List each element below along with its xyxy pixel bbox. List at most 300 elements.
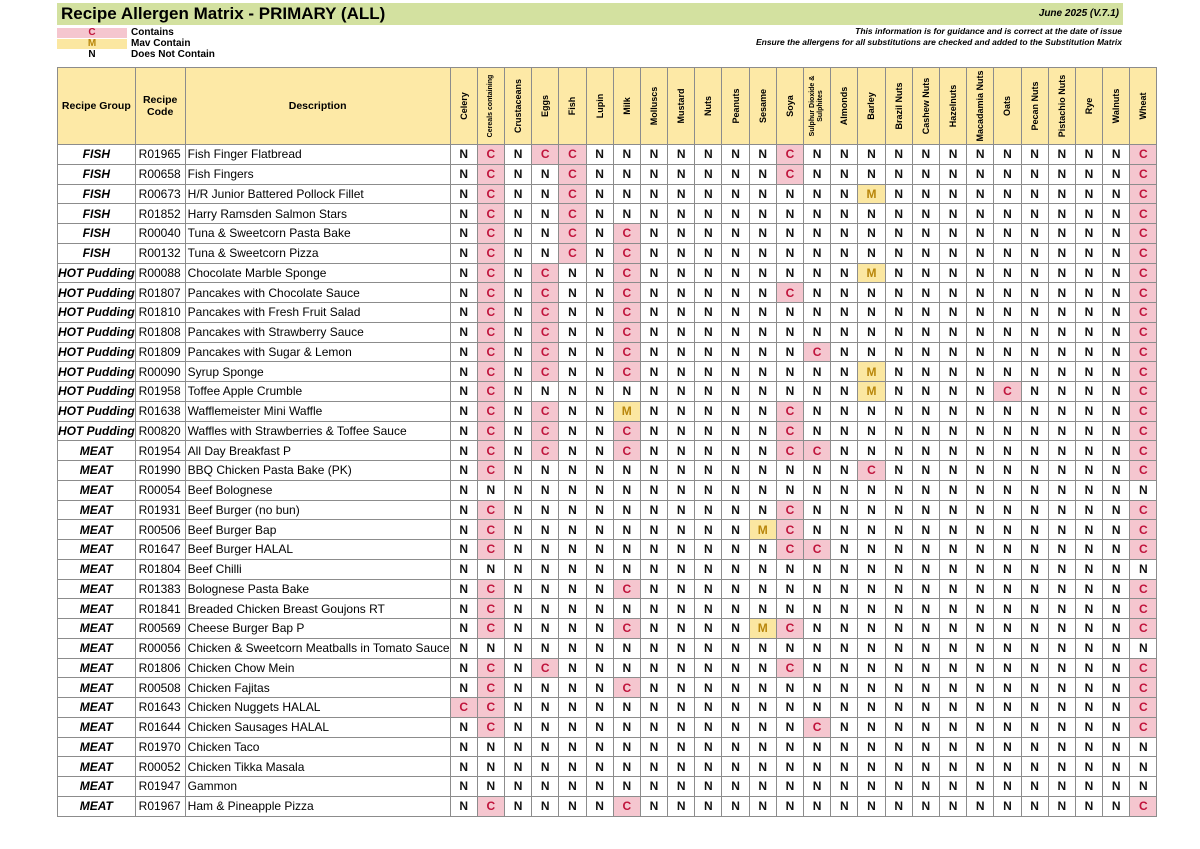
- allergen-value: N: [1075, 717, 1102, 737]
- allergen-value: N: [804, 164, 831, 184]
- allergen-value: N: [640, 658, 667, 678]
- allergen-value: N: [1048, 342, 1075, 362]
- allergen-label: Hazelnuts: [948, 84, 959, 128]
- allergen-value: C: [532, 441, 559, 461]
- allergen-value: N: [1021, 520, 1048, 540]
- allergen-value: N: [640, 619, 667, 639]
- allergen-value: N: [586, 145, 613, 165]
- allergen-value: N: [831, 184, 858, 204]
- allergen-value: N: [1103, 658, 1130, 678]
- allergen-value: N: [912, 184, 939, 204]
- allergen-value: N: [967, 579, 994, 599]
- allergen-value: N: [1103, 540, 1130, 560]
- recipe-description: Syrup Sponge: [185, 362, 450, 382]
- allergen-value: C: [477, 283, 504, 303]
- allergen-value: M: [749, 619, 776, 639]
- allergen-value: N: [1048, 678, 1075, 698]
- allergen-value: N: [1021, 362, 1048, 382]
- allergen-value: C: [450, 698, 477, 718]
- allergen-value: N: [994, 204, 1021, 224]
- allergen-value: N: [559, 263, 586, 283]
- allergen-value: N: [1075, 204, 1102, 224]
- legend-label: Mav Contain: [131, 37, 191, 49]
- allergen-value: N: [912, 145, 939, 165]
- recipe-code: R01967: [135, 796, 185, 816]
- allergen-value: N: [804, 145, 831, 165]
- allergen-value: C: [477, 678, 504, 698]
- allergen-value: N: [912, 303, 939, 323]
- allergen-value: N: [1048, 322, 1075, 342]
- allergen-value: N: [749, 164, 776, 184]
- allergen-value: N: [668, 263, 695, 283]
- allergen-value: N: [450, 540, 477, 560]
- allergen-value: C: [477, 461, 504, 481]
- allergen-value: N: [1103, 599, 1130, 619]
- recipe-group: HOT Pudding: [58, 382, 136, 402]
- allergen-value: N: [885, 303, 912, 323]
- allergen-value: N: [776, 678, 803, 698]
- recipe-code: R01970: [135, 737, 185, 757]
- allergen-value: N: [831, 678, 858, 698]
- allergen-value: N: [532, 540, 559, 560]
- allergen-value: N: [722, 322, 749, 342]
- allergen-label: Macadamia Nuts: [975, 70, 986, 142]
- allergen-value: N: [668, 322, 695, 342]
- allergen-value: C: [1130, 421, 1157, 441]
- table-row: [58, 559, 1157, 579]
- allergen-value: N: [858, 224, 885, 244]
- table-row: [58, 263, 1157, 283]
- allergen-value: N: [1103, 322, 1130, 342]
- allergen-value: N: [831, 599, 858, 619]
- allergen-value: N: [586, 401, 613, 421]
- allergen-value: N: [1048, 658, 1075, 678]
- allergen-value: N: [586, 362, 613, 382]
- allergen-value: N: [939, 362, 966, 382]
- allergen-value: N: [804, 796, 831, 816]
- allergen-value: C: [532, 322, 559, 342]
- allergen-value: N: [450, 737, 477, 757]
- allergen-value: N: [1048, 638, 1075, 658]
- allergen-value: C: [613, 303, 640, 323]
- col-header-allergen: [1048, 68, 1075, 145]
- allergen-value: C: [804, 441, 831, 461]
- allergen-value: N: [776, 303, 803, 323]
- allergen-value: N: [939, 480, 966, 500]
- allergen-value: N: [1103, 342, 1130, 362]
- recipe-description: Chicken & Sweetcorn Meatballs in Tomato Sauce: [185, 638, 450, 658]
- allergen-value: N: [831, 619, 858, 639]
- allergen-value: N: [831, 362, 858, 382]
- allergen-value: N: [1021, 599, 1048, 619]
- allergen-value: N: [885, 283, 912, 303]
- allergen-value: N: [749, 224, 776, 244]
- recipe-description: H/R Junior Battered Pollock Fillet: [185, 184, 450, 204]
- allergen-value: C: [532, 421, 559, 441]
- allergen-value: N: [640, 322, 667, 342]
- allergen-value: N: [804, 204, 831, 224]
- recipe-group: HOT Pudding: [58, 283, 136, 303]
- allergen-value: N: [967, 698, 994, 718]
- allergen-value: N: [586, 243, 613, 263]
- recipe-code: R01947: [135, 777, 185, 797]
- allergen-value: N: [504, 421, 531, 441]
- allergen-value: N: [804, 243, 831, 263]
- recipe-code: R01383: [135, 579, 185, 599]
- allergen-value: N: [831, 638, 858, 658]
- allergen-value: N: [1103, 480, 1130, 500]
- recipe-group: MEAT: [58, 737, 136, 757]
- allergen-value: N: [1103, 224, 1130, 244]
- recipe-description: Gammon: [185, 777, 450, 797]
- allergen-value: N: [831, 224, 858, 244]
- allergen-value: N: [722, 540, 749, 560]
- allergen-value: N: [1021, 480, 1048, 500]
- allergen-value: N: [885, 777, 912, 797]
- allergen-value: N: [450, 599, 477, 619]
- allergen-value: C: [532, 362, 559, 382]
- allergen-value: N: [994, 283, 1021, 303]
- allergen-value: N: [586, 796, 613, 816]
- allergen-value: N: [695, 184, 722, 204]
- allergen-value: N: [695, 283, 722, 303]
- allergen-value: N: [640, 757, 667, 777]
- allergen-value: N: [668, 145, 695, 165]
- allergen-value: C: [1130, 678, 1157, 698]
- allergen-value: N: [994, 224, 1021, 244]
- allergen-value: C: [477, 243, 504, 263]
- recipe-code: R00569: [135, 619, 185, 639]
- recipe-description: All Day Breakfast P: [185, 441, 450, 461]
- allergen-value: C: [477, 540, 504, 560]
- recipe-code: R00088: [135, 263, 185, 283]
- allergen-value: N: [804, 698, 831, 718]
- allergen-value: N: [858, 579, 885, 599]
- allergen-value: N: [885, 757, 912, 777]
- allergen-value: N: [1075, 382, 1102, 402]
- table-row: [58, 619, 1157, 639]
- recipe-description: Wafflemeister Mini Waffle: [185, 401, 450, 421]
- allergen-value: N: [749, 263, 776, 283]
- allergen-value: N: [559, 283, 586, 303]
- allergen-value: N: [722, 619, 749, 639]
- recipe-group: FISH: [58, 164, 136, 184]
- allergen-value: N: [640, 243, 667, 263]
- allergen-value: N: [695, 658, 722, 678]
- allergen-value: N: [939, 559, 966, 579]
- allergen-value: N: [1130, 638, 1157, 658]
- allergen-value: N: [1048, 164, 1075, 184]
- allergen-value: C: [477, 382, 504, 402]
- allergen-value: N: [831, 777, 858, 797]
- recipe-code: R00056: [135, 638, 185, 658]
- allergen-value: N: [722, 520, 749, 540]
- allergen-value: N: [912, 224, 939, 244]
- allergen-value: N: [668, 520, 695, 540]
- allergen-value: N: [1048, 243, 1075, 263]
- allergen-value: C: [613, 263, 640, 283]
- allergen-value: N: [722, 737, 749, 757]
- allergen-value: N: [668, 461, 695, 481]
- allergen-value: N: [939, 757, 966, 777]
- allergen-value: C: [477, 224, 504, 244]
- allergen-value: N: [939, 382, 966, 402]
- allergen-value: N: [640, 224, 667, 244]
- allergen-value: N: [722, 145, 749, 165]
- allergen-value: N: [831, 283, 858, 303]
- allergen-value: N: [586, 263, 613, 283]
- allergen-value: N: [885, 559, 912, 579]
- allergen-value: N: [885, 164, 912, 184]
- allergen-value: N: [885, 579, 912, 599]
- allergen-value: N: [640, 480, 667, 500]
- allergen-value: N: [695, 737, 722, 757]
- allergen-value: N: [722, 678, 749, 698]
- col-header-description: Description: [185, 68, 450, 145]
- allergen-value: N: [450, 579, 477, 599]
- recipe-code: R00506: [135, 520, 185, 540]
- table-row: [58, 579, 1157, 599]
- allergen-value: N: [885, 145, 912, 165]
- table-row: [58, 441, 1157, 461]
- recipe-group: MEAT: [58, 599, 136, 619]
- allergen-value: N: [939, 204, 966, 224]
- allergen-value: N: [1048, 737, 1075, 757]
- table-row: [58, 777, 1157, 797]
- allergen-value: N: [858, 599, 885, 619]
- allergen-value: N: [912, 638, 939, 658]
- allergen-value: N: [668, 362, 695, 382]
- allergen-value: N: [858, 717, 885, 737]
- allergen-value: N: [885, 421, 912, 441]
- allergen-value: N: [804, 362, 831, 382]
- col-header-allergen: [939, 68, 966, 145]
- allergen-value: N: [640, 283, 667, 303]
- allergen-value: N: [668, 164, 695, 184]
- allergen-value: N: [912, 421, 939, 441]
- allergen-value: N: [804, 480, 831, 500]
- allergen-value: N: [477, 737, 504, 757]
- recipe-code: R01804: [135, 559, 185, 579]
- allergen-value: N: [586, 520, 613, 540]
- allergen-value: N: [858, 737, 885, 757]
- allergen-value: N: [722, 303, 749, 323]
- allergen-value: N: [695, 777, 722, 797]
- allergen-value: N: [559, 362, 586, 382]
- allergen-value: N: [994, 303, 1021, 323]
- recipe-group: MEAT: [58, 559, 136, 579]
- allergen-value: N: [776, 698, 803, 718]
- allergen-value: N: [804, 559, 831, 579]
- recipe-description: Bolognese Pasta Bake: [185, 579, 450, 599]
- allergen-value: N: [1103, 638, 1130, 658]
- allergen-value: N: [1103, 283, 1130, 303]
- allergen-value: N: [695, 579, 722, 599]
- allergen-label: Brazil Nuts: [893, 82, 904, 130]
- allergen-value: N: [1048, 362, 1075, 382]
- allergen-value: N: [450, 322, 477, 342]
- allergen-value: N: [831, 421, 858, 441]
- allergen-value: C: [613, 619, 640, 639]
- allergen-label: Pecan Nuts: [1029, 81, 1040, 131]
- disclaimer-line: This information is for guidance and is correct at the date of issue: [855, 26, 1122, 36]
- recipe-group: FISH: [58, 224, 136, 244]
- allergen-value: N: [613, 184, 640, 204]
- allergen-value: N: [450, 421, 477, 441]
- allergen-value: C: [1130, 796, 1157, 816]
- allergen-value: N: [1103, 303, 1130, 323]
- allergen-value: N: [450, 678, 477, 698]
- col-header-allergen: [776, 68, 803, 145]
- allergen-value: C: [532, 401, 559, 421]
- allergen-label: Pistachio Nuts: [1056, 74, 1067, 138]
- allergen-value: N: [695, 796, 722, 816]
- allergen-value: N: [994, 796, 1021, 816]
- allergen-value: C: [776, 520, 803, 540]
- allergen-value: N: [640, 638, 667, 658]
- allergen-value: C: [776, 145, 803, 165]
- col-header-allergen: [1021, 68, 1048, 145]
- allergen-value: N: [831, 204, 858, 224]
- allergen-value: N: [1103, 145, 1130, 165]
- table-row: [58, 757, 1157, 777]
- allergen-value: N: [613, 658, 640, 678]
- allergen-value: N: [1048, 777, 1075, 797]
- allergen-matrix: [57, 67, 1157, 817]
- allergen-value: N: [695, 500, 722, 520]
- allergen-value: N: [450, 243, 477, 263]
- col-header-allergen: [994, 68, 1021, 145]
- recipe-description: Chicken Chow Mein: [185, 658, 450, 678]
- allergen-value: N: [668, 777, 695, 797]
- allergen-value: C: [477, 500, 504, 520]
- allergen-value: N: [967, 480, 994, 500]
- allergen-value: N: [504, 599, 531, 619]
- allergen-value: N: [885, 540, 912, 560]
- allergen-value: M: [858, 184, 885, 204]
- allergen-value: C: [776, 619, 803, 639]
- allergen-value: N: [1048, 500, 1075, 520]
- recipe-group: HOT Pudding: [58, 303, 136, 323]
- legend-label: Contains: [131, 26, 174, 38]
- allergen-value: N: [613, 638, 640, 658]
- table-row: [58, 599, 1157, 619]
- table-row: [58, 322, 1157, 342]
- allergen-value: N: [831, 145, 858, 165]
- allergen-value: N: [1048, 382, 1075, 402]
- allergen-value: N: [695, 678, 722, 698]
- recipe-group: FISH: [58, 204, 136, 224]
- allergen-value: N: [1021, 441, 1048, 461]
- allergen-value: N: [776, 243, 803, 263]
- allergen-value: N: [831, 540, 858, 560]
- allergen-value: N: [450, 283, 477, 303]
- allergen-value: N: [722, 342, 749, 362]
- allergen-value: N: [1048, 619, 1075, 639]
- allergen-value: N: [1075, 579, 1102, 599]
- legend-item-may-contain: [57, 38, 215, 49]
- allergen-value: N: [1021, 638, 1048, 658]
- allergen-value: N: [1021, 184, 1048, 204]
- recipe-description: Harry Ramsden Salmon Stars: [185, 204, 450, 224]
- allergen-label: Fish: [567, 96, 578, 116]
- recipe-group: HOT Pudding: [58, 322, 136, 342]
- allergen-value: N: [994, 342, 1021, 362]
- allergen-value: N: [1075, 500, 1102, 520]
- allergen-value: M: [613, 401, 640, 421]
- recipe-description: Beef Burger (no bun): [185, 500, 450, 520]
- allergen-value: C: [1130, 303, 1157, 323]
- allergen-value: N: [885, 342, 912, 362]
- allergen-value: C: [477, 579, 504, 599]
- allergen-value: N: [967, 224, 994, 244]
- allergen-value: N: [912, 480, 939, 500]
- allergen-value: N: [749, 658, 776, 678]
- allergen-value: N: [831, 500, 858, 520]
- allergen-value: N: [1021, 224, 1048, 244]
- allergen-value: N: [749, 638, 776, 658]
- allergen-value: N: [1130, 737, 1157, 757]
- allergen-value: N: [722, 559, 749, 579]
- allergen-value: N: [749, 796, 776, 816]
- allergen-value: N: [749, 559, 776, 579]
- allergen-value: N: [559, 777, 586, 797]
- allergen-value: N: [559, 480, 586, 500]
- allergen-value: N: [967, 559, 994, 579]
- col-header-allergen: [1103, 68, 1130, 145]
- allergen-value: N: [912, 619, 939, 639]
- allergen-value: C: [776, 441, 803, 461]
- recipe-code: R00820: [135, 421, 185, 441]
- allergen-value: N: [994, 362, 1021, 382]
- allergen-value: N: [1048, 559, 1075, 579]
- recipe-group: HOT Pudding: [58, 362, 136, 382]
- allergen-value: N: [640, 777, 667, 797]
- allergen-value: N: [695, 362, 722, 382]
- recipe-group: FISH: [58, 243, 136, 263]
- allergen-value: N: [586, 559, 613, 579]
- allergen-value: N: [749, 184, 776, 204]
- recipe-code: R01931: [135, 500, 185, 520]
- allergen-value: N: [1130, 480, 1157, 500]
- allergen-label: Oats: [1002, 96, 1013, 117]
- allergen-value: C: [776, 401, 803, 421]
- allergen-value: N: [1075, 441, 1102, 461]
- allergen-value: N: [722, 579, 749, 599]
- allergen-value: N: [532, 678, 559, 698]
- allergen-value: N: [504, 500, 531, 520]
- allergen-value: C: [477, 520, 504, 540]
- allergen-value: N: [695, 243, 722, 263]
- allergen-value: N: [1048, 184, 1075, 204]
- allergen-value: N: [1021, 145, 1048, 165]
- allergen-value: N: [695, 382, 722, 402]
- allergen-label: Peanuts: [730, 88, 741, 124]
- allergen-value: N: [939, 777, 966, 797]
- recipe-description: Cheese Burger Bap P: [185, 619, 450, 639]
- allergen-value: N: [640, 145, 667, 165]
- allergen-value: C: [1130, 224, 1157, 244]
- table-row: [58, 204, 1157, 224]
- allergen-value: N: [559, 737, 586, 757]
- allergen-value: N: [967, 796, 994, 816]
- allergen-value: N: [695, 717, 722, 737]
- allergen-label: Sesame: [757, 88, 768, 124]
- allergen-value: N: [1075, 283, 1102, 303]
- allergen-value: N: [967, 164, 994, 184]
- allergen-value: N: [1048, 441, 1075, 461]
- allergen-value: N: [722, 441, 749, 461]
